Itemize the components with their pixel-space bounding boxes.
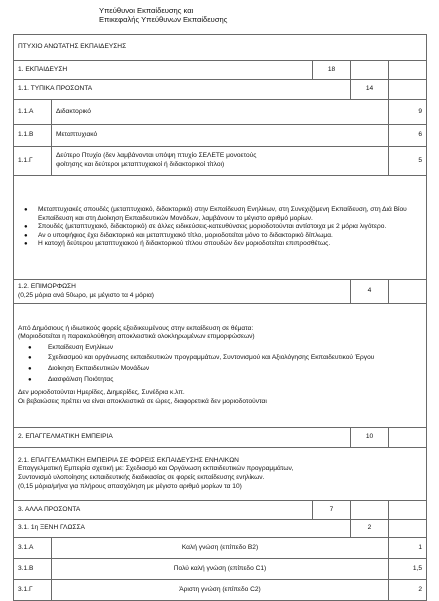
row-description: Διδακτορικό bbox=[52, 100, 389, 125]
section-1-2-label bbox=[14, 280, 351, 304]
table-row bbox=[14, 280, 427, 304]
table-row bbox=[14, 80, 427, 100]
document-heading bbox=[99, 6, 227, 24]
table-row bbox=[14, 147, 427, 176]
row-code: 1.1.Β bbox=[14, 125, 52, 147]
table-row bbox=[14, 304, 427, 428]
training-intro-1: Από Δημόσιους ή ιδιωτικούς φορείς εξειδικευμένους στην εκπαίδευση σε θέματα: bbox=[18, 324, 254, 332]
section-2-label: 2. ΕΠΑΓΓΕΛΜΑΤΙΚΗ ΕΜΠΕΙΡΙΑ bbox=[14, 428, 351, 448]
section-1-2-points: 4 bbox=[351, 280, 389, 304]
table-row bbox=[14, 520, 427, 538]
row-description bbox=[52, 147, 389, 176]
row-points: 6 bbox=[389, 125, 427, 147]
section-2-1-line-2: Επαγγελματική Εμπειρία σχετική με: Σχεδιασμό και Οργάνωση εκπαιδευτικών προγραμμάτων, bbox=[18, 465, 294, 473]
section-2-1-line-3: Συντονισμό υλοποίησης εκπαιδευτικής διαδικασίας σε φορείς εκπαίδευσης ενηλίκων. bbox=[18, 474, 265, 481]
notes-cell bbox=[14, 176, 427, 280]
list-item: ● Σπουδές (μεταπτυχιακό, διδακτορικό) σε άλλες ειδικεύσεις-κατευθύνσεις μοριοδοτούνται αντίστοιχα με 2 μόρια λιγότερο. bbox=[38, 223, 422, 232]
section-3-1-label: 3.1. 1η ΞΕΝΗ ΓΛΩΣΣΑ bbox=[14, 520, 351, 538]
training-outro-1: Δεν μοριοδοτούνται Ημερίδες, Διημερίδες, Συνέδρια κ.λπ. bbox=[18, 389, 185, 397]
section-3-points: 7 bbox=[313, 501, 351, 520]
table-row bbox=[14, 428, 427, 448]
table-title: ΠΤΥΧΙΟ ΑΝΩΤΑΤΗΣ ΕΚΠΑΙΔΕΥΣΗΣ bbox=[14, 35, 427, 61]
list-item: ● Η κατοχή δεύτερου μεταπτυχιακού ή διδακτορικού τίτλου σπουδών δεν μοριοδοτείται επιπροσθέτως. bbox=[38, 240, 422, 249]
table-row bbox=[14, 580, 427, 601]
section-2-points: 10 bbox=[351, 428, 389, 448]
table-row bbox=[14, 176, 427, 280]
training-intro-2: (Μοριοδοτείται η παρακολούθηση αποκλειστικά ολοκληρωμένων επιμορφώσεων) bbox=[18, 333, 255, 341]
row-points: 1,5 bbox=[389, 559, 427, 580]
list-item: ● Εκπαίδευση Ενηλίκων bbox=[48, 344, 422, 353]
row-code: 3.1.Α bbox=[14, 538, 52, 559]
row-description-line-1: Δεύτερο Πτυχίο (δεν λαμβάνονται υπόψη πτυχίο ΣΕΛΕΤΕ μονοετούς bbox=[56, 152, 257, 160]
row-description: Άριστη γνώση (επίπεδο C2) bbox=[52, 580, 389, 601]
training-topics-list bbox=[18, 344, 422, 384]
row-code: 1.1.Α bbox=[14, 100, 52, 125]
list-item: ● Μεταπτυχιακές σπουδές (μεταπτυχιακό, διδακτορικό) στην Εκπαίδευση Ενηλίκων, στη Συνεχιζόμενη Εκπαίδευση, στη Διά Βίου Εκπαίδευση και στη Διοίκηση Εκπαιδευτικών Μονάδων, λαμβάνουν το μέγιστο αριθμό μορίων. bbox=[38, 206, 422, 223]
list-item: ● Διοίκηση Εκπαιδευτικών Μονάδων bbox=[48, 365, 422, 374]
list-item: ● Διασφάλιση Ποιότητας bbox=[48, 376, 422, 385]
table-row bbox=[14, 35, 427, 61]
row-code: 3.1.Β bbox=[14, 559, 52, 580]
scoring-table bbox=[13, 34, 427, 601]
section-1-2-subtitle: (0,25 μόρια ανά 50ωρο, με μέγιστο τα 4 μόρια) bbox=[18, 291, 154, 299]
section-3-1-points: 2 bbox=[351, 520, 389, 538]
row-description: Καλή γνώση (επίπεδο Β2) bbox=[52, 538, 389, 559]
section-3-label: 3. ΑΛΛΑ ΠΡΟΣΟΝΤΑ bbox=[14, 501, 313, 520]
section-1-points: 18 bbox=[313, 61, 351, 80]
row-description: Μεταπτυχιακό bbox=[52, 125, 389, 147]
section-2-1-title: 2.1. ΕΠΑΓΓΕΛΜΑΤΙΚΗ ΕΜΠΕΙΡΙΑ ΣΕ ΦΟΡΕΙΣ ΕΚΠΑΙΔΕΥΣΗΣ ΕΝΗΛΙΚΩΝ bbox=[18, 456, 239, 464]
section-1-2-title: 1.2. ΕΠΙΜΟΡΦΩΣΗ bbox=[18, 282, 76, 290]
row-code: 3.1.Γ bbox=[14, 580, 52, 601]
row-description: Πολύ καλή γνώση (επίπεδο C1) bbox=[52, 559, 389, 580]
section-2-1-line-4: (0,15 μόρια/μήνα για πλήρους απασχόληση με μέγιστο αριθμό μορίων τα 10) bbox=[18, 482, 242, 490]
section-1-1-points: 14 bbox=[351, 80, 389, 100]
row-description-line-2: φοίτησης και δεύτεροι μεταπτυχιακοί ή διδακτορικοί τίτλοι) bbox=[56, 161, 225, 168]
row-points: 1 bbox=[389, 538, 427, 559]
table-row bbox=[14, 61, 427, 80]
row-points: 5 bbox=[389, 147, 427, 176]
section-1-1-label: 1.1. ΤΥΠΙΚΑ ΠΡΟΣΟΝΤΑ bbox=[14, 80, 351, 100]
row-points: 2 bbox=[389, 580, 427, 601]
table-row bbox=[14, 538, 427, 559]
heading-line-1: Υπεύθυνοι Εκπαίδευσης και bbox=[99, 6, 194, 15]
row-points: 9 bbox=[389, 100, 427, 125]
training-cell bbox=[14, 304, 427, 428]
table-row bbox=[14, 448, 427, 501]
training-outro-2: Οι βεβαιώσεις πρέπει να είναι αποκλειστικά σε ώρες, διαφορετικά δεν μοριοδοτούνται bbox=[18, 397, 267, 405]
table-row bbox=[14, 559, 427, 580]
table-row bbox=[14, 100, 427, 125]
heading-line-2: Επικεφαλής Υπεύθυνων Εκπαίδευσης bbox=[99, 15, 228, 24]
list-item: ● Αν ο υποψήφιος έχει διδακτορικό και μεταπτυχιακό τίτλο, μοριοδοτείται μόνο το διδακτορικό δίπλωμα. bbox=[38, 232, 422, 241]
table-row bbox=[14, 125, 427, 147]
row-code: 1.1.Γ bbox=[14, 147, 52, 176]
section-1-label: 1. ΕΚΠΑΙΔΕΥΣΗ bbox=[14, 61, 313, 80]
section-2-1-cell bbox=[14, 448, 427, 501]
list-item: ● Σχεδιασμού και οργάνωσης εκπαιδευτικών προγραμμάτων, Συντονισμού και Αξιολόγησης Εκπαιδευτικού Έργου bbox=[48, 354, 422, 363]
table-row bbox=[14, 501, 427, 520]
notes-list bbox=[18, 206, 422, 249]
